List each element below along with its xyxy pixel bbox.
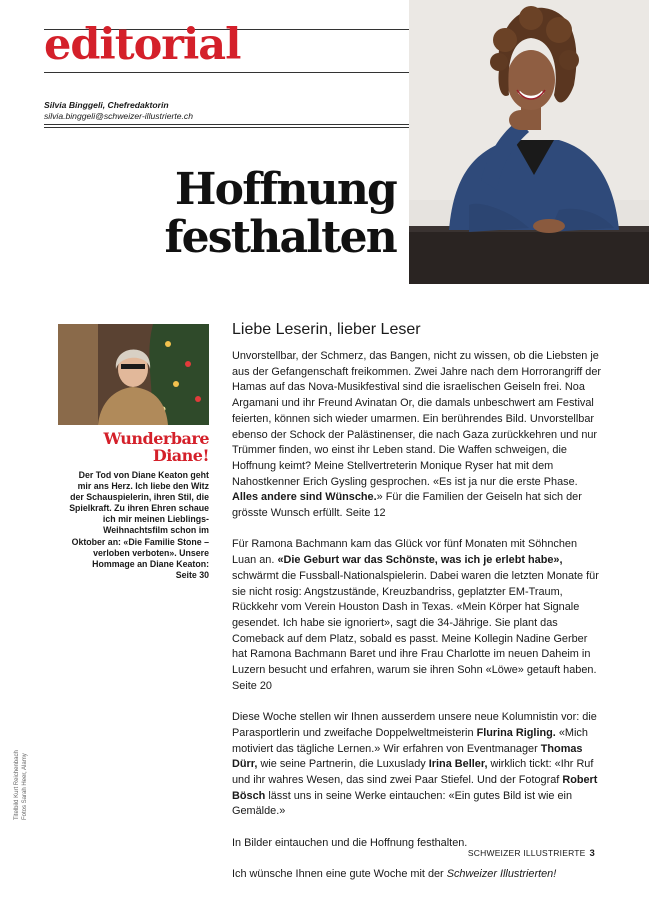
paragraph-4: In Bilder eintauchen und die Hoffnung festhalten. (232, 836, 468, 849)
p1-text-b: » Für die Familien der Geiseln hat sich der grösste Wunsch erfüllt. Seite 12 (232, 491, 582, 520)
section-kicker: editorial (44, 20, 241, 70)
credit-line-2: Fotos Sarah Heer, Alamy (21, 753, 28, 820)
editorial-body (232, 349, 604, 899)
author-name: Silvia Binggeli, Chefredaktorin (44, 100, 169, 110)
p3-text-d: wirklich tickt: «Ihr Ruf und ihr wahres Wesen, das sind zwei Paar Stiefel. Und der Fotograf (232, 758, 594, 786)
p1-bold: Alles andere sind Wünsche. (232, 491, 377, 504)
p5-italic: Schweizer Illustrierten! (446, 868, 557, 881)
headline-line-2: festhalten (164, 212, 396, 263)
sidebar-title (103, 430, 209, 464)
sidebar-title-line-1: Wunderbare (103, 429, 209, 448)
p1-text-a: Unvorstellbar, der Schmerz, das Bangen, nicht zu wissen, ob die Liebsten je aus der Gefangenschaft freikommen. Zwei Jahre nach dem Horrorangriff der Hamas auf das Nova-Musikfestival sind die israelischen Geiseln frei. Noa Argamani und ihr Freund Avinatan Or, die damals unbeschwert am Festival feierten, können sich wieder umarmen. Ein berührendes Bild. Unvorstellbar ebenso der Schock der Palästinenser, die nach Gaza zurückkehren und nur Trümmer finden, wo einst ihr Leben stand. Die Waffen schweigen, die Hoffnung keimt? Meine Stellvertreterin Monique Ryser hat mit dem Nahostkenner Erich Gysling gesprochen. «Es ist ja nur die erste Phase. (232, 350, 602, 488)
headline-line-1: Hoffnung (174, 164, 396, 215)
p5-text-a: Ich wünsche Ihnen eine gute Woche mit der (232, 868, 444, 881)
p2-bold: «Die Geburt war das Schönste, was ich je erlebt habe», (277, 554, 563, 567)
sidebar-text: Der Tod von Diane Keaton geht mir ans Herz. Ich liebe den Witz der Schauspielerin, ihren Stil, die Spielkraft. Zu ihren Ehren schaue ich mir meinen Lieblings-Weihnachtsfilm schon im Oktober an: «Die Familie Stone – verloben verboten». Unsere Hommage an Diane Keaton: Seite 30 (69, 470, 209, 580)
p2-text-a: Für Ramona Bachmann kam das Glück vor fünf Monaten mit Söhnchen Luan an. (232, 538, 578, 567)
photo-credits (14, 750, 29, 820)
p3-text-c: wie seine Partnerin, die Luxuslady (260, 758, 426, 771)
author-email[interactable]: silvia.binggeli@schweizer-illustrierte.ch (44, 111, 193, 121)
kicker-rule (44, 72, 410, 73)
diane-keaton-photo (58, 324, 209, 425)
credit-line-1: Titelbild Kurt Reichenbach (14, 750, 20, 820)
p3-bold-2: Thomas Dürr, (232, 742, 583, 771)
paragraph-3 (232, 710, 604, 820)
page-footer (468, 848, 595, 859)
paragraph-5 (232, 867, 604, 883)
p2-text-b: schwärmt die Fussball-Nationalspielerin. Dabei waren die letzten Monate für sie nicht rosig: Angstzustände, Kreuzbandriss, geplatzter EM-Traum, Rückkehr vom Verein Houston Dash in Texas. «Mein Körper hat Signale gesendet. Ich habe sie ignoriert», sagt die 34-Jährige. Sie plant das Comeback auf dem Platz, sobald es passt. Meine Kollegin Nadine Gerber hat Ramona Bachmann Baret und ihre Frau Charlotte im neuen Daheim in Luzern besucht und erfahren, warum sie ihren Sohn «Löwe» getauft haben. Seite 20 (232, 569, 599, 692)
author-block (44, 100, 193, 122)
page-headline (164, 166, 396, 262)
editor-portrait-photo (409, 0, 649, 284)
p3-bold-4: Robert Bösch (232, 773, 598, 802)
page-number: 3 (589, 848, 595, 859)
paragraph-1 (232, 349, 604, 522)
paragraph-2 (232, 537, 604, 694)
p3-bold-3: Irina Beller, (428, 758, 488, 771)
salutation: Liebe Leserin, lieber Leser (232, 321, 421, 338)
p3-text-b: «Mich motiviert das tägliche Lernen.» Wir erfahren von Eventmanager (232, 726, 588, 755)
author-rule (44, 124, 410, 125)
p3-bold-1: Flurina Rigling. (476, 726, 556, 739)
p3-text-e: lässt uns in seine Werke eintauchen: «Ein gutes Bild ist wie ein Gemälde.» (232, 789, 573, 818)
footer-magazine-name: SCHWEIZER ILLUSTRIERTE (467, 848, 586, 858)
p3-text-a: Diese Woche stellen wir Ihnen ausserdem unsere neue Kolumnistin vor: die Parasportlerin und zweifache Doppelweltmeisterin (232, 711, 597, 739)
sidebar-title-line-2: Diane! (152, 446, 209, 465)
author-rule-2 (44, 127, 410, 128)
